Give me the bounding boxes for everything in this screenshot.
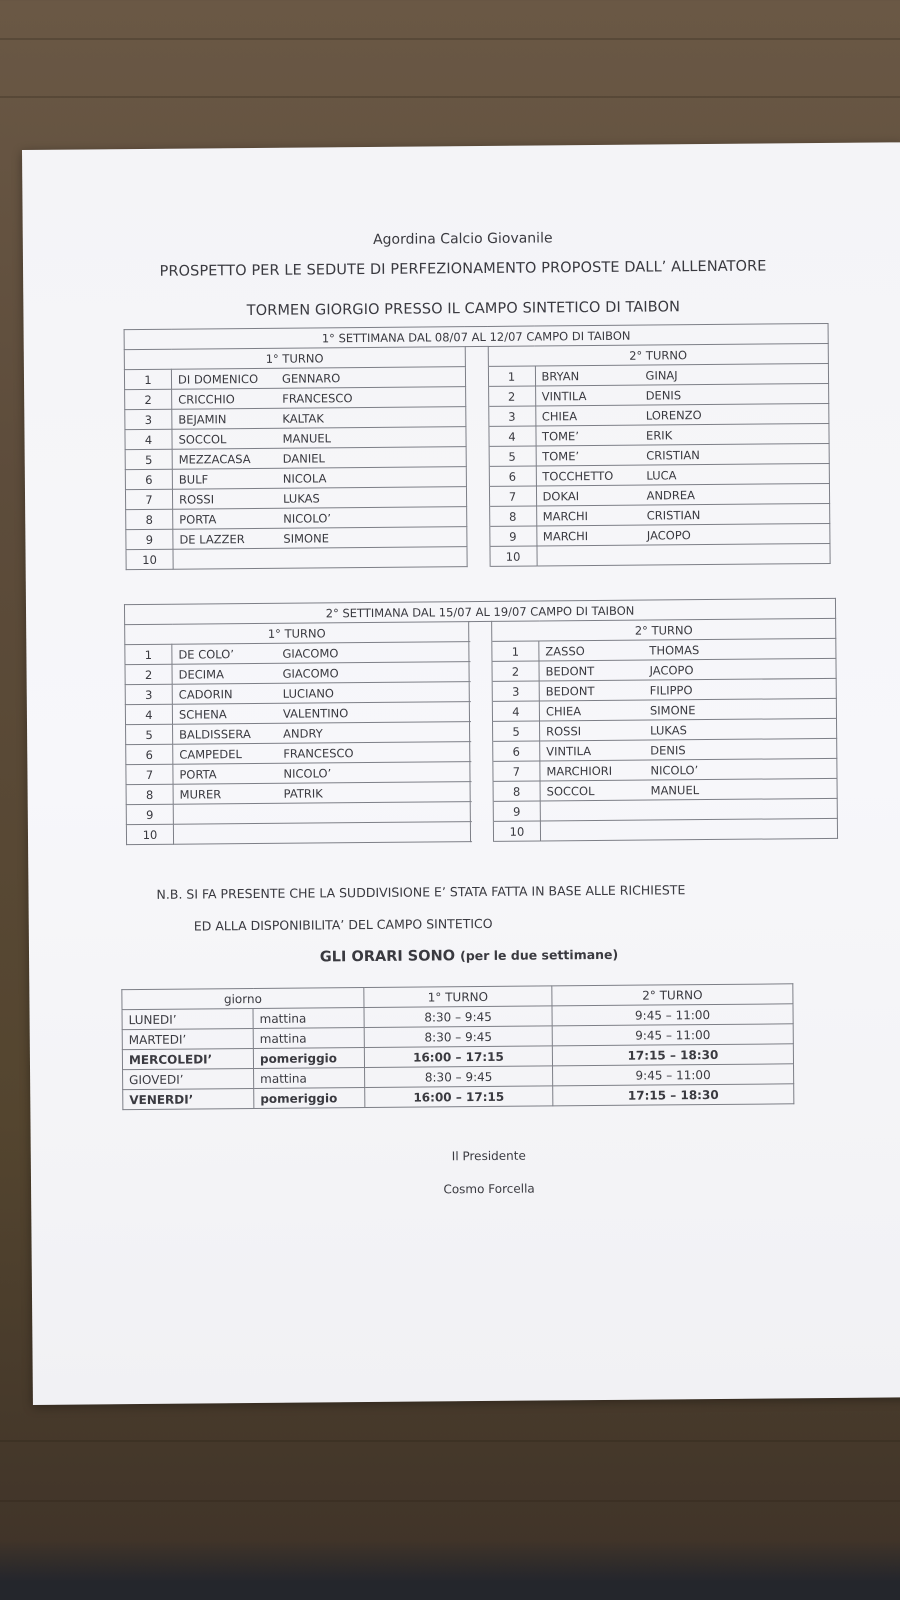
signature-role: Il Presidente [451,1148,526,1164]
player-name [173,822,470,845]
player-name [540,798,837,821]
column-gap [466,506,489,526]
player-name [173,527,467,550]
player-name [535,383,829,406]
schedule-turno2-time: 17:15 – 18:30 [553,1084,794,1106]
schedule-day: MARTEDI’ [122,1029,253,1050]
column-gap [466,526,489,546]
player-firstname: LUCA [646,467,677,483]
schedule-period: pomeriggio [254,1088,365,1109]
player-number: 9 [489,526,536,546]
note-line-2: ED ALLA DISPONIBILITA’ DEL CAMPO SINTETICO [193,915,493,934]
week2-table [124,598,838,845]
player-number: 5 [125,449,172,469]
player-name [536,463,830,486]
player-name [173,547,467,570]
player-name [535,423,829,446]
player-number: 2 [125,664,172,684]
schedule-day: VENERDI’ [123,1089,254,1110]
player-surname: MURER [179,786,222,802]
player-surname: BEDONT [545,683,595,698]
schedule-turno2-time: 9:45 – 11:00 [552,1024,793,1046]
player-surname: DI DOMENICO [177,371,259,387]
player-name [173,742,470,765]
column-gap [470,761,493,781]
column-gap [465,386,488,406]
player-surname: BEJAMIN [178,411,227,427]
player-firstname: CRISTIAN [646,447,700,463]
player-surname: TOME’ [542,448,580,463]
player-number: 2 [125,389,172,409]
player-surname: TOME’ [541,428,579,443]
player-surname [547,834,651,835]
player-number: 6 [489,466,536,486]
player-number: 8 [489,506,536,526]
column-gap [465,346,488,366]
player-name [536,503,830,526]
header-giorno: giorno [122,988,364,1010]
column-gap [469,701,492,721]
player-firstname: ANDRY [283,725,323,741]
wood-grain [0,1440,900,1442]
player-surname: PORTA [179,511,217,527]
player-number: 8 [493,781,540,801]
player-name [172,682,469,705]
player-surname: CRICCHIO [178,391,235,407]
player-firstname: DANIEL [282,450,325,466]
player-surname: BEDONT [545,663,595,678]
column-gap [469,641,492,661]
column-gap [469,621,492,641]
player-surname: SOCCOL [178,431,227,447]
column-gap [465,426,488,446]
schedule-turno1-time: 16:00 – 17:15 [364,1046,552,1068]
player-firstname: THOMAS [649,642,700,658]
player-name [536,543,830,566]
player-surname: DE LAZZER [179,531,245,547]
week2-turno2-label: 2° TURNO [492,618,836,641]
player-name [172,487,466,510]
player-firstname: FILIPPO [649,682,693,698]
column-gap [469,661,492,681]
player-name [536,523,830,546]
player-number: 9 [126,529,173,549]
player-surname [180,562,284,563]
player-number: 1 [124,369,171,389]
player-name [536,443,830,466]
player-number: 1 [492,641,539,661]
player-surname: CAMPEDEL [179,746,242,762]
week1-turno2-label: 2° TURNO [488,343,829,366]
player-firstname: LORENZO [645,407,702,423]
player-firstname: GENNARO [281,370,341,386]
player-number: 2 [488,386,535,406]
player-name [173,762,470,785]
player-name [540,758,837,781]
schedule-turno2-time: 9:45 – 11:00 [552,1004,793,1026]
player-surname [180,837,284,838]
player-firstname: MANUEL [282,430,332,446]
schedule-turno1-time: 8:30 – 9:45 [364,1026,552,1048]
player-surname: BRYAN [541,368,580,383]
wood-grain [0,1500,900,1502]
bottom-shadow [0,1540,900,1600]
column-gap [466,546,489,566]
column-gap [466,486,489,506]
player-name [172,642,469,665]
schedule-day: LUNEDI’ [122,1009,253,1030]
player-surname: VINTILA [541,388,587,403]
player-surname: BALDISSERA [179,726,251,742]
player-name [535,363,829,386]
schedule-title-sub: (per le due settimane) [459,946,619,964]
column-gap [470,741,493,761]
player-firstname: VALENTINO [282,705,349,721]
player-firstname: SIMONE [283,530,330,546]
schedule-day: GIOVEDI’ [123,1069,254,1090]
player-name [173,507,467,530]
player-firstname: JACOPO [646,527,691,543]
player-number: 5 [489,446,536,466]
schedule-turno1-time: 8:30 – 9:45 [364,1006,552,1028]
player-number: 10 [493,821,540,841]
schedule-turno1-time: 16:00 – 17:15 [365,1086,553,1108]
player-surname: CHIEA [545,703,582,718]
player-number: 9 [126,804,173,824]
player-number: 7 [126,764,173,784]
player-surname: CHIEA [541,408,578,423]
player-firstname: NICOLO’ [283,510,332,526]
player-firstname: DENIS [645,387,682,403]
player-surname [543,559,647,560]
player-surname: MARCHI [542,528,589,543]
player-firstname: MANUEL [650,782,700,798]
schedule-period: pomeriggio [253,1048,364,1069]
player-surname: MARCHIORI [546,763,613,778]
player-surname: MEZZACASA [178,451,251,467]
player-surname [180,817,284,818]
player-name [539,638,836,661]
player-name [173,782,470,805]
player-name [539,658,836,681]
player-name [172,407,466,430]
player-surname: PORTA [179,766,217,782]
player-number: 10 [126,549,173,569]
player-name [540,778,837,801]
player-surname: SCHENA [178,706,227,722]
schedule-title-main: GLI ORARI SONO [319,948,456,966]
player-surname: DOKAI [542,488,580,503]
column-gap [465,366,488,386]
player-name [539,678,836,701]
player-surname: DE COLO’ [178,646,235,662]
week2-title: 2° SETTIMANA DAL 15/07 AL 19/07 CAMPO DI TAIBON [124,598,835,624]
player-surname: ZASSO [545,643,585,658]
player-firstname: CRISTIAN [646,507,701,523]
schedule-turno1-time: 8:30 – 9:45 [365,1066,553,1088]
player-firstname: LUCIANO [282,685,335,701]
player-name [172,702,469,725]
player-name [172,467,466,490]
header-turno2: 2° TURNO [552,984,793,1006]
player-firstname: NICOLA [282,470,327,486]
column-gap [470,801,493,821]
column-gap [470,781,493,801]
player-firstname: FRANCESCO [283,745,354,761]
schedule-period: mattina [253,1028,364,1049]
player-firstname: GIACOMO [282,665,339,681]
player-name [173,802,470,825]
player-name [172,662,469,685]
column-gap [466,466,489,486]
week1-turno1-label: 1° TURNO [124,347,465,370]
document-heading-line-2: TORMEN GIORGIO PRESSO IL CAMPO SINTETICO DI TAIBON [246,299,681,320]
player-firstname: GINAJ [645,367,678,383]
header-turno1: 1° TURNO [364,986,552,1008]
player-number: 4 [492,701,539,721]
document-sheet [22,142,900,1405]
player-surname: TOCCHETTO [542,468,614,483]
player-name [540,818,837,841]
player-firstname: LUKAS [650,722,687,738]
player-name [535,403,829,426]
player-number: 8 [126,509,173,529]
player-name [539,698,836,721]
player-firstname: PATRIK [283,785,323,801]
signature-name: Cosmo Forcella [443,1181,535,1197]
player-number: 7 [493,761,540,781]
player-name [172,387,466,410]
player-firstname: GIACOMO [282,645,339,661]
player-name [173,722,470,745]
player-number: 9 [493,801,540,821]
player-surname: ROSSI [178,491,215,507]
player-surname [547,814,651,815]
organization-name: Agordina Calcio Giovanile [372,230,553,248]
player-surname: CADORIN [178,686,233,702]
player-number: 3 [125,684,172,704]
document-heading-line-1: PROSPETTO PER LE SEDUTE DI PERFEZIONAMENTO PROPOSTE DALL’ ALLENATORE [159,258,767,280]
player-firstname: NICOLO’ [283,765,332,781]
player-firstname: FRANCESCO [282,390,353,406]
wood-grain [0,38,900,40]
schedule-period: mattina [253,1008,364,1029]
week1-table [124,323,831,570]
player-number: 5 [493,721,540,741]
player-number: 6 [125,469,172,489]
wood-grain [0,96,900,98]
player-firstname: DENIS [650,742,686,758]
player-number: 10 [489,546,536,566]
column-gap [470,821,493,841]
player-surname: MARCHI [542,508,589,523]
player-number: 6 [493,741,540,761]
player-number: 4 [125,704,172,724]
player-name [536,483,830,506]
player-surname: SOCCOL [546,783,595,798]
player-firstname: NICOLO’ [650,762,699,778]
player-number: 8 [126,784,173,804]
schedule-table [121,983,794,1110]
player-firstname: JACOPO [649,662,694,678]
week2-turno1-label: 1° TURNO [125,622,469,645]
player-name [540,718,837,741]
player-number: 1 [125,644,172,664]
player-number: 4 [488,426,535,446]
player-surname: VINTILA [546,743,592,758]
schedule-period: mattina [254,1068,365,1089]
schedule-day: MERCOLEDI’ [122,1049,253,1070]
player-number: 7 [125,489,172,509]
player-number: 3 [125,409,172,429]
column-gap [465,406,488,426]
player-firstname: SIMONE [649,702,696,718]
player-number: 3 [492,681,539,701]
schedule-title [29,944,900,968]
column-gap [466,446,489,466]
player-name [172,427,466,450]
player-name [171,367,465,390]
player-number: 4 [125,429,172,449]
column-gap [470,721,493,741]
player-number: 3 [488,406,535,426]
column-gap [469,681,492,701]
player-firstname: ANDREA [646,487,696,503]
player-firstname: LUKAS [282,490,320,506]
player-firstname: ERIK [645,427,673,443]
player-name [540,738,837,761]
player-number: 1 [488,366,535,386]
player-surname: BULF [178,471,209,487]
player-surname: DECIMA [178,666,224,682]
player-firstname: KALTAK [282,410,324,426]
schedule-turno2-time: 9:45 – 11:00 [553,1064,794,1086]
player-name [172,447,466,470]
schedule-turno2-time: 17:15 – 18:30 [552,1044,793,1066]
note-line-1: N.B. SI FA PRESENTE CHE LA SUDDIVISIONE E’ STATA FATTA IN BASE ALLE RICHIESTE [156,882,686,902]
player-number: 5 [126,724,173,744]
player-number: 10 [126,824,173,844]
week1-title: 1° SETTIMANA DAL 08/07 AL 12/07 CAMPO DI TAIBON [124,323,828,349]
player-surname: ROSSI [546,723,582,738]
player-number: 6 [126,744,173,764]
player-number: 2 [492,661,539,681]
player-number: 7 [489,486,536,506]
